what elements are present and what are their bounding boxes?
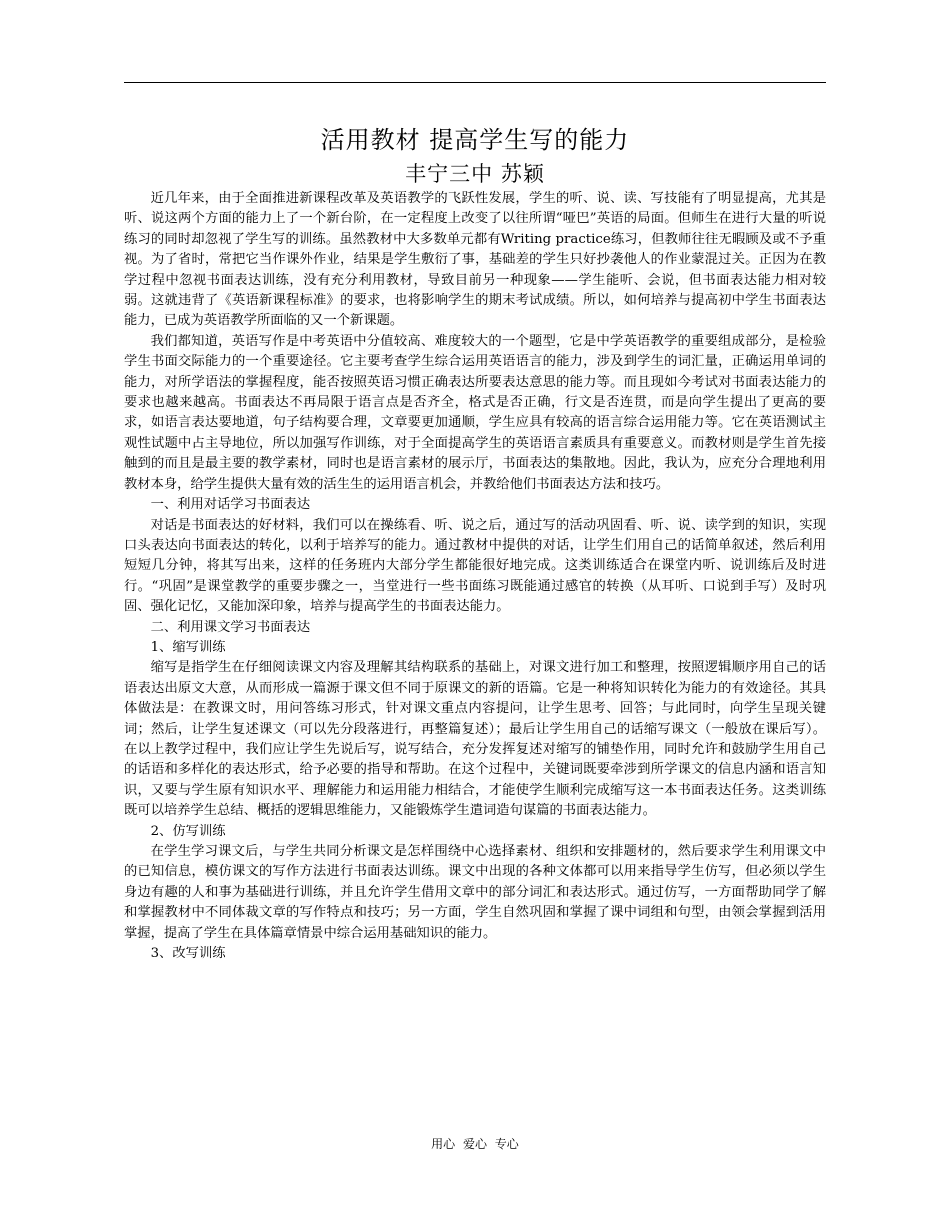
subsection-heading: 1、缩写训练	[150, 639, 226, 655]
subsection-heading: 2、仿写训练	[150, 823, 226, 839]
paragraph: 在学生学习课文后，与学生共同分析课文是怎样围绕中心选择素材、组织和安排题材的，然后要求学生利用课文中的已知信息，模仿课文的写作方法进行书面表达训练。课文中出现的各种文体都可以用来指导学生仿写，但必须以学生身边有趣的人和事为基础进行训练，并且允许学生借用文章中的部分词汇和表达形式。通过仿写，一方面帮助同学了解和掌握教材中不同体裁文章的写作特点和技巧；另一方面，学生自然巩固和掌握了课中词组和句型，由领会掌握到活用掌握，提高了学生在具体篇章情景中综合运用基础知识的能力。	[124, 844, 826, 941]
section-heading: 二、利用课文学习书面表达	[150, 619, 311, 635]
article-body	[124, 189, 826, 964]
author-line: 丰宁三中 苏颖	[405, 162, 545, 186]
header-rule	[124, 82, 826, 83]
paragraph: 对话是书面表达的好材料，我们可以在操练看、听、说之后，通过写的活动巩固看、听、说、读学到的知识，实现口头表达向书面表达的转化，以利于培养写的能力。通过教材中提供的对话，让学生们用自己的话简单叙述，然后利用短短几分钟，将其写出来，这样的任务班内大部分学生都能很好地完成。这类训练适合在课堂内听、说训练后及时进行。“巩固”是课堂教学的重要步骤之一，当堂进行一些书面练习既能通过感官的转换（从耳听、口说到手写）及时巩固、强化记忆，又能加深印象，培养与提高学生的书面表达能力。	[124, 517, 826, 615]
page-title: 活用教材 提高学生写的能力	[320, 126, 630, 154]
section-heading: 一、利用对话学习书面表达	[150, 497, 311, 513]
subsection-heading: 3、改写训练	[150, 946, 226, 962]
paragraph: 近几年来，由于全面推进新课程改革及英语教学的飞跃性发展，学生的听、说、读、写技能有了明显提高，尤其是听、说这两个方面的能力上了一个新台阶，在一定程度上改变了以往所谓“哑巴”英语的局面。但师生在进行大量的听说练习的同时却忽视了学生写的训练。虽然教材中大多数单元都有Writing practice练习，但教师往往无暇顾及或不予重视。为了省时，常把它当作课外作业，结果是学生敷衍了事，基础差的学生只好抄袭他人的作业蒙混过关。正因为在教学过程中忽视书面表达训练，没有充分利用教材，导致目前另一种现象——学生能听、会说，但书面表达能力相对较弱。这就违背了《英语新课程标准》的要求，也将影响学生的期末考试成绩。所以，如何培养与提高初中学生书面表达能力，已成为英语教学所面临的又一个新课题。	[124, 191, 826, 329]
paragraph: 我们都知道，英语写作是中考英语中分值较高、难度较大的一个题型，它是中学英语教学的重要组成部分，是检验学生书面交际能力的一个重要途径。它主要考查学生综合运用英语语言的能力，涉及到学生的词汇量，正确运用单词的能力，对所学语法的掌握程度，能否按照英语习惯正确表达所要表达意思的能力等。而且现如今考试对书面表达能力的要求也越来越高。书面表达不再局限于语言点是否齐全，格式是否正确，行文是否连贯，而是向学生提出了更高的要求，如语言表达要地道，句子结构要合理，文章要更加通顺，学生应具有较高的语言综合运用能力等。它在英语测试主观性试题中占主导地位，所以加强写作训练，对于全面提高学生的英语语言素质具有重要意义。而教材则是学生首先接触到的而且是最主要的教学素材，同时也是语言素材的展示厅，书面表达的集散地。因此，我认为，应充分合理地利用教材本身，给学生提供大量有效的活生生的运用语言机会，并教给他们书面表达方法和技巧。	[124, 333, 826, 492]
paragraph: 缩写是指学生在仔细阅读课文内容及理解其结构联系的基础上，对课文进行加工和整理，按照逻辑顺序用自己的话语表达出原文大意，从而形成一篇源于课文但不同于原课文的新的语篇。它是一种将知识转化为能力的有效途径。其具体做法是：在教课文时，用问答练习形式，针对课文重点内容提问，让学生思考、回答；与此同时，向学生呈现关键词；然后，让学生复述课文（可以先分段落进行，再整篇复述）；最后让学生用自己的话缩写课文（一般放在课后写）。在以上教学过程中，我们应让学生先说后写，说写结合，充分发挥复述对缩写的铺垫作用，同时允许和鼓励学生用自己的话语和多样化的表达形式，给予必要的指导和帮助。在这个过程中，关键词既要牵涉到所学课文的信息内涵和语言知识，又要与学生原有知识水平、理解能力和运用能力相结合，才能使学生顺利完成缩写这一本书面表达任务。这类训练既可以培养学生总结、概括的逻辑思维能力，又能锻炼学生遣词造句谋篇的书面表达能力。	[124, 660, 826, 819]
page-footer: 用心 爱心 专心	[431, 1137, 519, 1151]
